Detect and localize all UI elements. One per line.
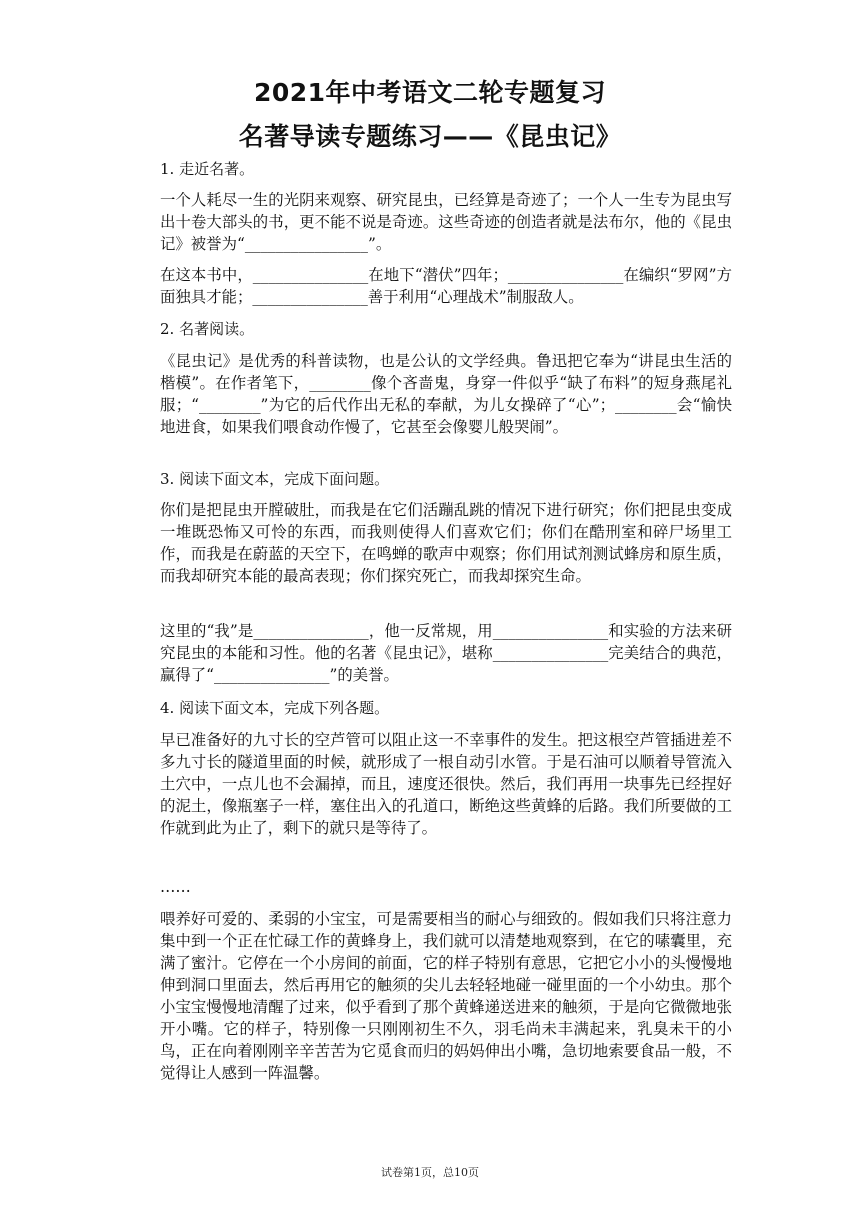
- question-1-paragraph-2: 在这本书中，_______________在地下“潜伏”四年；_______________在编织“罗网”方面独具才能；_______________善于利用“心理战术”制服敌人。: [160, 266, 732, 306]
- question-1-heading: 1. 走近名著。: [160, 160, 255, 178]
- question-3-paragraph-1: 你们是把昆虫开膛破肚，而我是在它们活蹦乱跳的情况下进行研究；你们把昆虫变成一堆既恐怖又可怜的东西，而我则使得人们喜欢它们；你们在酷刑室和碎尸场里工作，而我是在蔚蓝的天空下，在鸣蝉的歌声中观察；你们用试剂测试蜂房和原生质，而我却研究本能的最高表现；你们探究死亡，而我却探究生命。: [160, 501, 732, 585]
- question-3-paragraph-2: 这里的“我”是_______________，他一反常规，用_______________和实验的方法来研究昆虫的本能和习性。他的名著《昆虫记》，堪称_______________完美结合的典范，赢得了“_______________”的美誉。: [160, 622, 732, 684]
- question-2-heading: 2. 名著阅读。: [160, 320, 255, 338]
- document-title: 2021年中考语文二轮专题复习: [253, 78, 607, 107]
- question-2-paragraph: 《昆虫记》是优秀的科普读物，也是公认的文学经典。鲁迅把它奉为“讲昆虫生活的楷模”。在作者笔下，________像个吝啬鬼，身穿一件似乎“缺了布料”的短身燕尾礼服；“________”为它的后代作出无私的奉献，为儿女操碎了“心”；________会“愉快地进食，如果我们喂食动作慢了，它甚至会像婴儿般哭闹”。: [160, 352, 732, 436]
- question-4-paragraph-2: 喂养好可爱的、柔弱的小宝宝，可是需要相当的耐心与细致的。假如我们只将注意力集中到一个正在忙碌工作的黄蜂身上，我们就可以清楚地观察到，在它的嗉囊里，充满了蜜汁。它停在一个小房间的前面，它的样子特别有意思，它把它小小的头慢慢地伸到洞口里面去，然后再用它的触须的尖儿去轻轻地碰一碰里面的一个小幼虫。那个小宝宝慢慢地清醒了过来，似乎看到了那个黄蜂递送进来的触须，于是向它微微地张开小嘴。它的样子，特别像一只刚刚初生不久，羽毛尚未丰满起来，乳臭未干的小鸟，正在向着刚刚辛辛苦苦为它觅食而归的妈妈伸出小嘴，急切地索要食品一般，不觉得让人感到一阵温馨。: [160, 910, 732, 1082]
- question-3-heading: 3. 阅读下面文本，完成下面问题。: [160, 470, 390, 488]
- question-4-paragraph-1: 早已准备好的九寸长的空芦管可以阻止这一不幸事件的发生。把这根空芦管插进差不多九寸长的隧道里面的时候，就形成了一根自动引水管。于是石油可以顺着导管流入土穴中，一点儿也不会漏掉，而且，速度还很快。然后，我们再用一块事先已经捏好的泥土，像瓶塞子一样，塞住出入的孔道口，断绝这些黄蜂的后路。我们所要做的工作就到此为止了，剩下的就只是等待了。: [160, 731, 732, 837]
- question-4-heading: 4. 阅读下面文本，完成下列各题。: [160, 699, 390, 717]
- document-subtitle: 名著导读专题练习——《昆虫记》: [238, 122, 622, 151]
- page-footer: 试卷第1页，总10页: [381, 1166, 479, 1179]
- question-1-paragraph-1: 一个人耗尽一生的光阴来观察、研究昆虫，已经算是奇迹了；一个人一生专为昆虫写出十卷大部头的书，更不能不说是奇迹。这些奇迹的创造者就是法布尔，他的《昆虫记》被誉为“________________”。: [160, 191, 732, 253]
- question-4-ellipsis: ……: [160, 878, 191, 896]
